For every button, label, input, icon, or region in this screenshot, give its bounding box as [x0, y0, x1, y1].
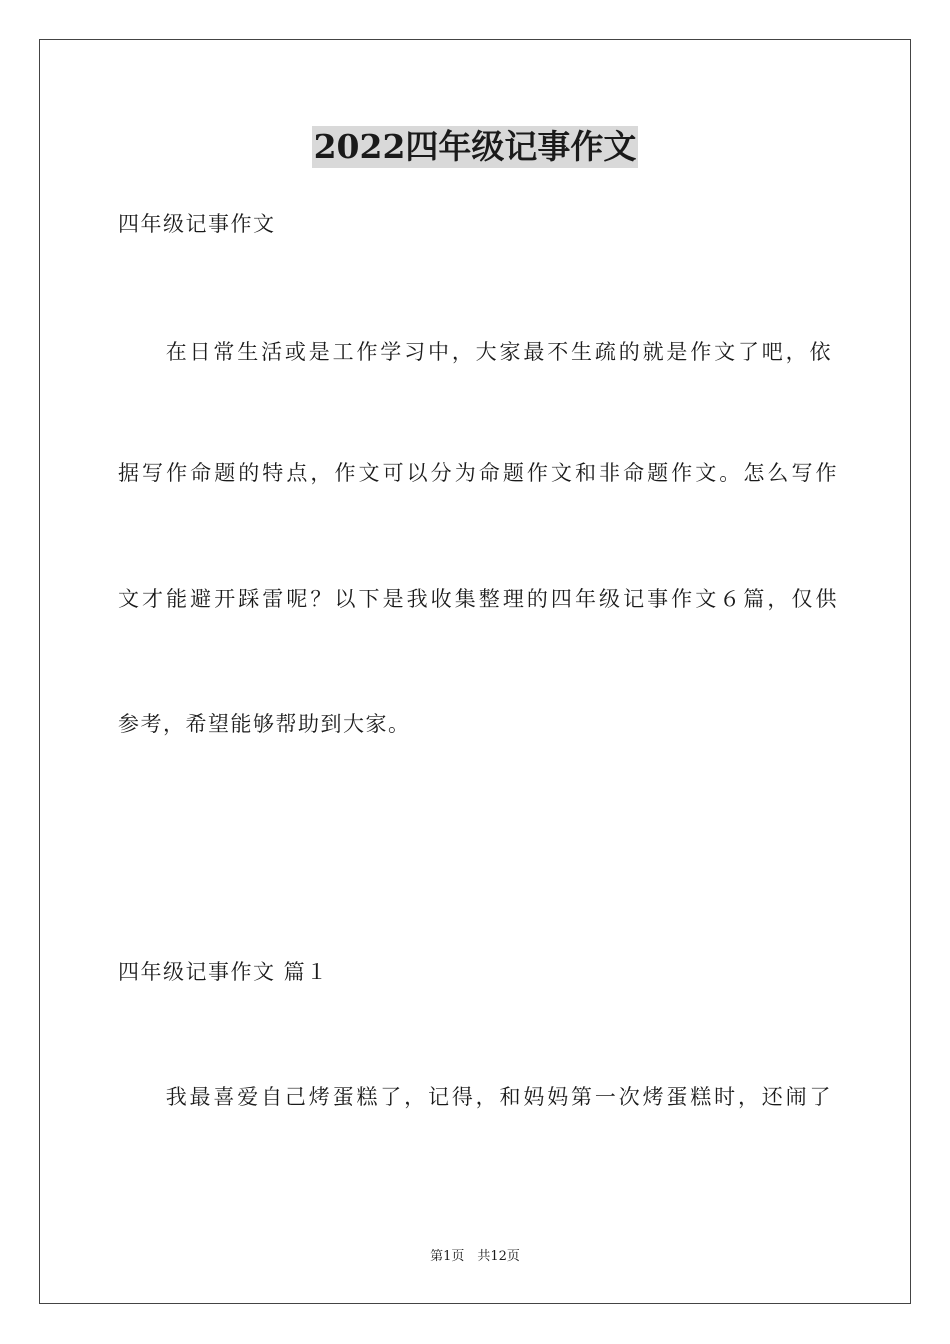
document-title: 2022四年级记事作文: [313, 127, 637, 166]
section-heading: 四年级记事作文 篇１: [118, 960, 329, 984]
title-container: [0, 126, 950, 168]
intro-line-1: 在日常生活或是工作学习中，大家最不生疏的就是作文了吧，依: [118, 340, 832, 364]
page-footer: 第1页 共12页: [430, 1249, 520, 1264]
document-subtitle: 四年级记事作文: [118, 212, 276, 236]
intro-line-3: 文才能避开踩雷呢？以下是我收集整理的四年级记事作文６篇，仅供: [118, 587, 838, 611]
intro-line-4: 参考，希望能够帮助到大家。: [118, 712, 411, 736]
section-line-1: 我最喜爱自己烤蛋糕了，记得，和妈妈第一次烤蛋糕时，还闹了: [118, 1085, 832, 1109]
intro-line-2: 据写作命题的特点，作文可以分为命题作文和非命题作文。怎么写作: [118, 461, 838, 485]
